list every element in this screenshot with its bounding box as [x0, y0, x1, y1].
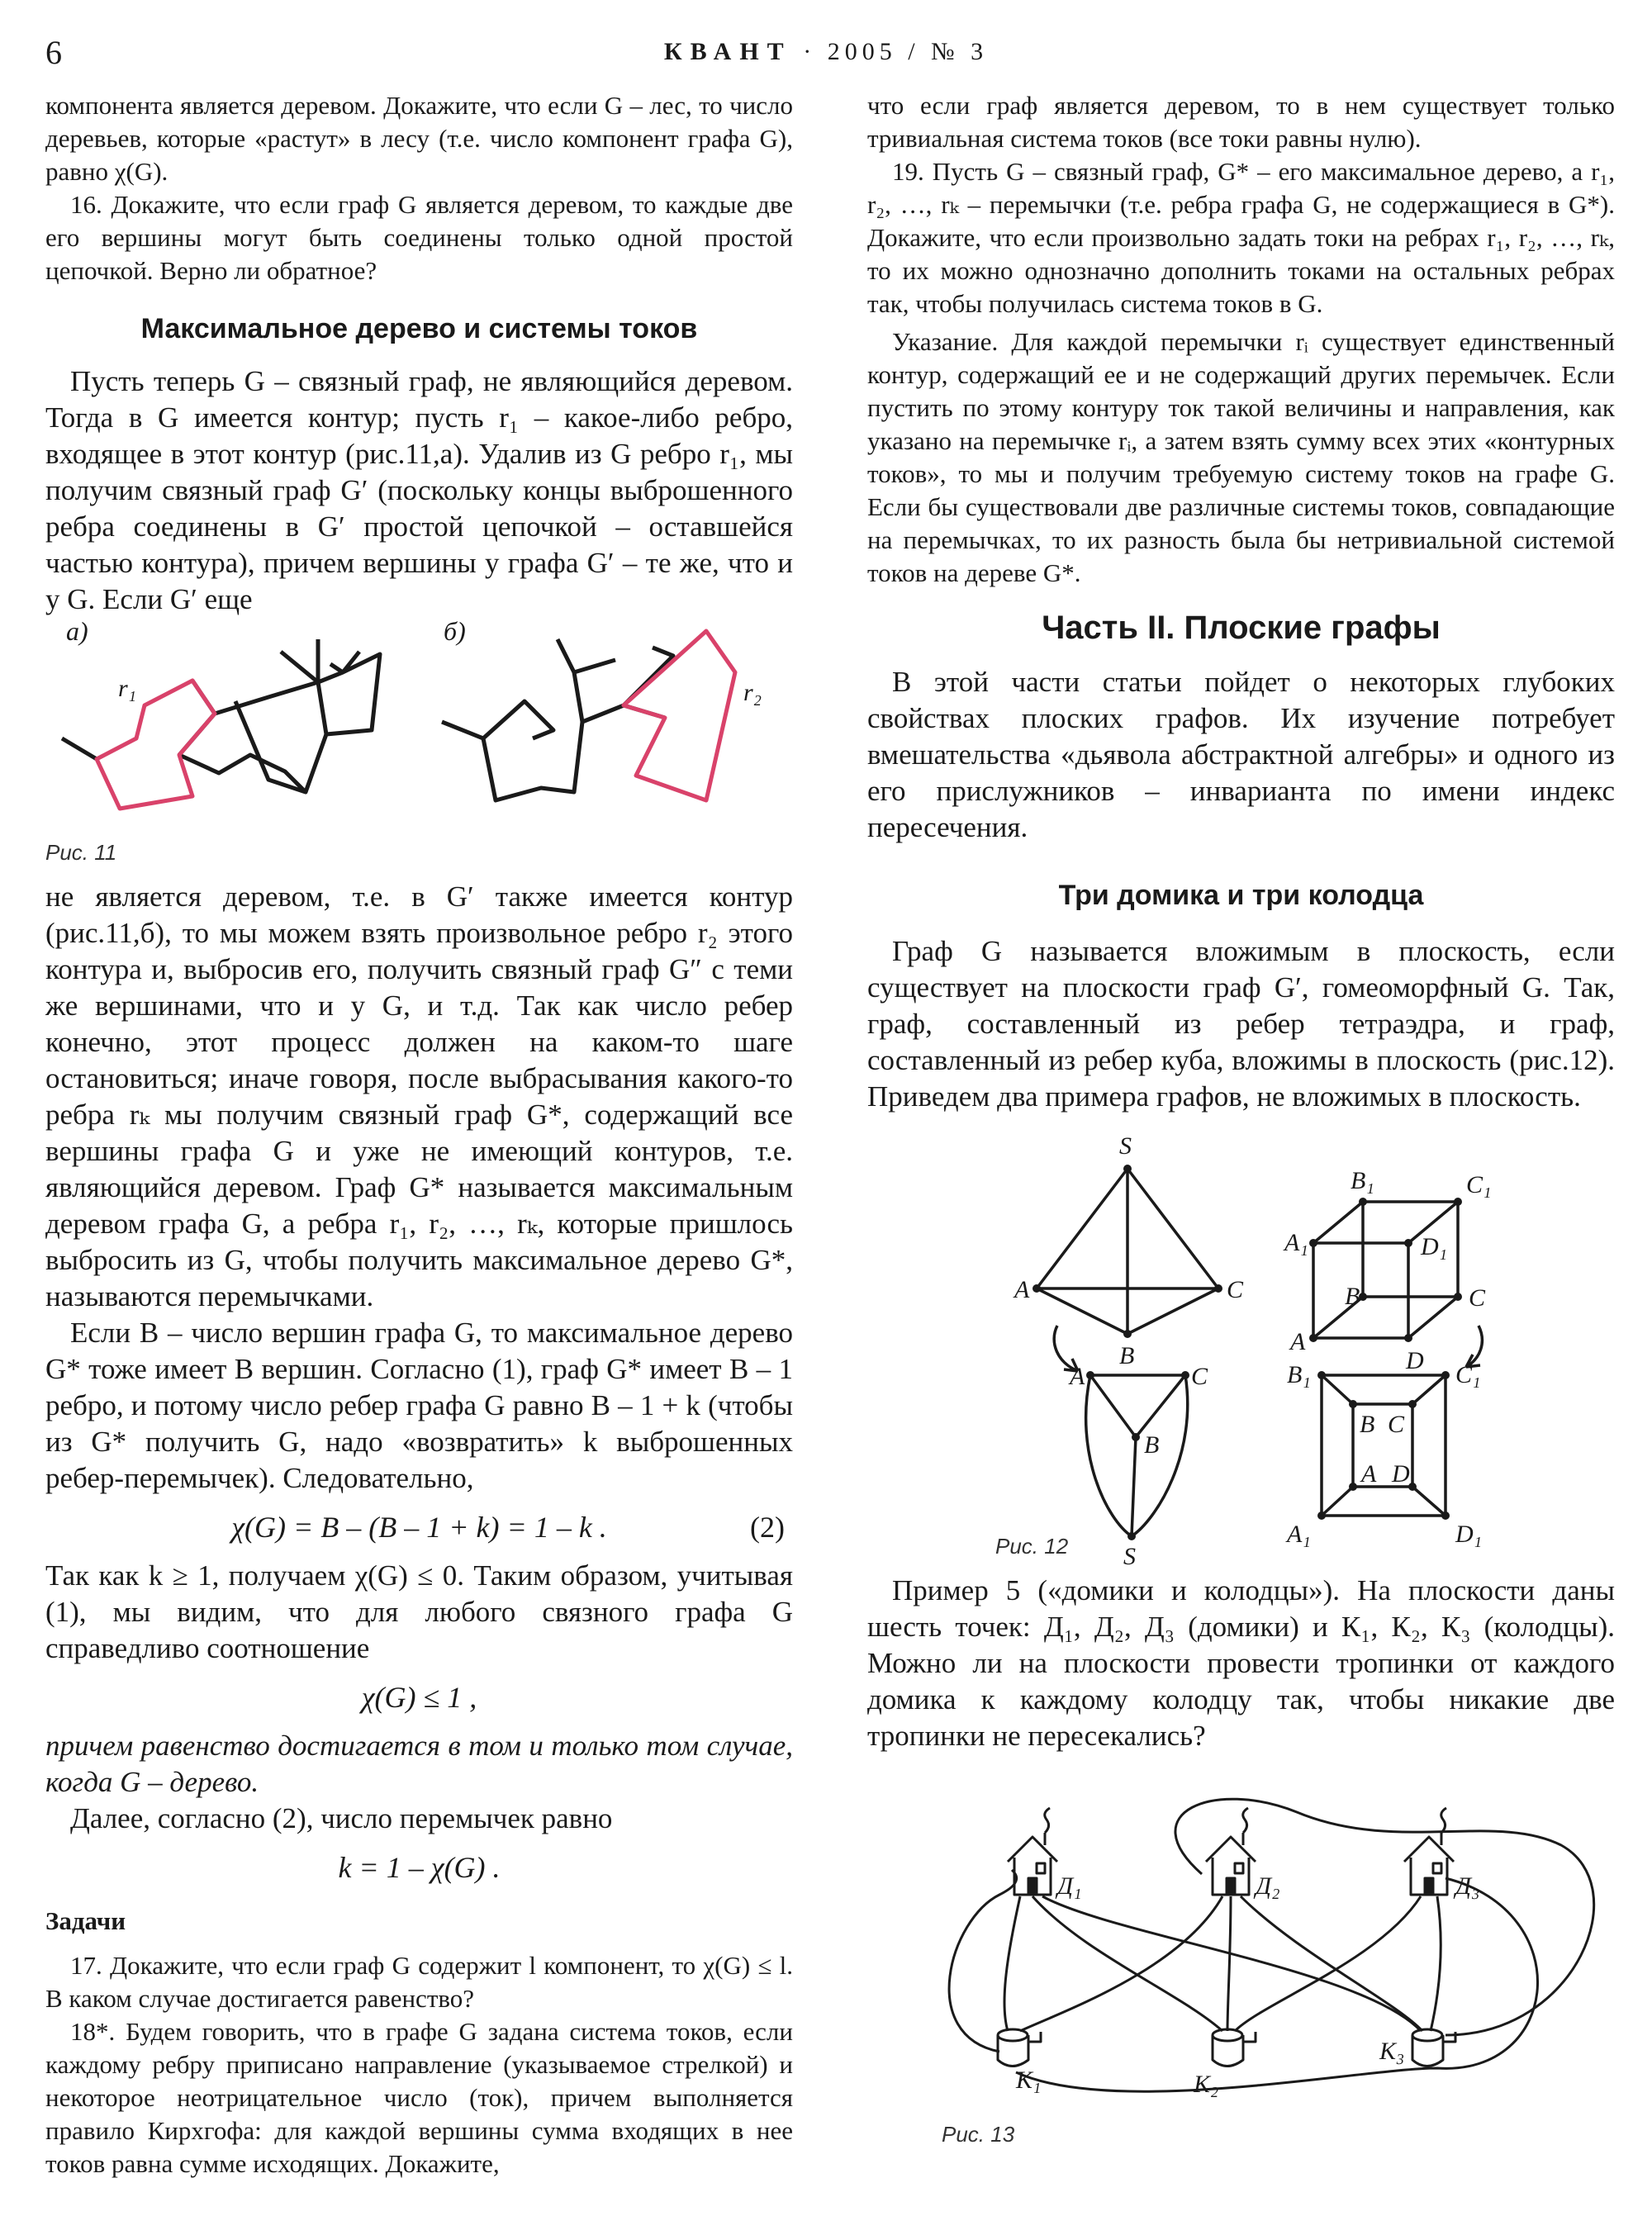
vertex-label-B: B — [1119, 1342, 1135, 1369]
vertex-label-D1: D₁ — [1455, 1521, 1483, 1548]
house-label-1: Д₁ — [1057, 1872, 1082, 1900]
vertex-label-C1: C₁ — [1455, 1361, 1481, 1388]
formula-text: k = 1 – χ(G) . — [338, 1851, 501, 1884]
vertex-label-D: D — [1392, 1460, 1410, 1488]
vertex-label-A1: A₁ — [1287, 1521, 1311, 1548]
figure-label-a: а) — [66, 616, 88, 646]
journal-name: КВАНТ — [663, 38, 792, 65]
vertex-label-A: A — [1014, 1276, 1030, 1303]
journal-title: КВАНТ · 2005 / № 3 — [663, 38, 989, 65]
paragraph: В этой части статьи пойдет о некоторых глубоких свойствах плоских графов. Их изучение потребует вмешательства «дьявола абстрактной алгебры» и одного из его прислужников – инварианта по имени индекс пересечения. — [867, 666, 1615, 843]
task-16: 16. Докажите, что если граф G является деревом, то каждые две его вершины могут быть соединены только одной простой цепочкой. Верно ли обратное? — [45, 190, 793, 285]
house-label-2: Д₂ — [1256, 1872, 1280, 1900]
well-label-3: К₃ — [1379, 2038, 1405, 2065]
formula-text: χ(G) ≤ 1 , — [361, 1681, 477, 1714]
vertex-label-B: B — [1360, 1411, 1375, 1438]
vertex-label-C1: C₁ — [1466, 1171, 1492, 1198]
formula-number: (2) — [750, 1511, 785, 1544]
vertex-label-B: B — [1144, 1431, 1160, 1459]
house-icon — [1404, 1808, 1454, 1895]
vertex-label-A: A — [1290, 1328, 1306, 1355]
paragraph: причем равенство достигается в том и только том случае, когда G – дерево. — [45, 1730, 793, 1798]
well-icon — [1213, 2029, 1256, 2067]
figure-11-graphs — [45, 623, 793, 846]
vertex-label-C: C — [1227, 1276, 1244, 1303]
vertex-label-C: C — [1469, 1284, 1486, 1312]
well-label-2: К₂ — [1194, 2071, 1219, 2098]
vertex-label-B: B — [1345, 1283, 1360, 1310]
well-icon — [998, 2029, 1041, 2067]
task-17: 17. Докажите, что если граф G содержит l компонент, то χ(G) ≤ l. В каком случае достигается равенство? — [45, 1951, 793, 2013]
figure-11 — [45, 616, 793, 871]
vertex-label-C: C — [1191, 1363, 1208, 1390]
house-icon — [1206, 1808, 1256, 1895]
vertex-label-C: C — [1388, 1411, 1405, 1438]
page-number: 6 — [45, 34, 62, 71]
vertex-label-A: A — [1361, 1460, 1377, 1488]
right-column — [867, 89, 1615, 2151]
edge-label-r2: r₂ — [743, 679, 762, 706]
vertex-label-D: D — [1406, 1347, 1424, 1374]
vertex-label-B1: B₁ — [1351, 1167, 1374, 1194]
journal-issue: 2005 / № 3 — [827, 38, 989, 65]
paragraph: Граф G называется вложимым в плоскость, если существует на плоскости граф G′, гомеоморфный G. Так, граф, составленный из ребер тетраэдра, и граф, составленный из ребер куба, вложимы в плоскость (рис.12). Приведем два примера графов, не вложимых в плоскость. — [867, 935, 1615, 1113]
paragraph: Так как k ≥ 1, получаем χ(G) ≤ 0. Таким образом, учитывая (1), мы видим, что для любого связного графа G справедливо соотношение — [45, 1559, 793, 1664]
page-header — [0, 33, 1652, 71]
figure-13-houses-wells — [867, 1787, 1615, 2126]
vertex-label-A1: A₁ — [1284, 1229, 1308, 1256]
vertex-label-B1: B₁ — [1287, 1361, 1311, 1388]
formula-4 — [45, 1847, 793, 1888]
formula-3 — [45, 1677, 793, 1718]
vertex-label-A: A — [1070, 1363, 1085, 1390]
house-label-3: Д₃ — [1455, 1872, 1480, 1900]
figure-caption: Рис. 12 — [995, 1534, 1069, 1559]
edge-label-r1: r₁ — [118, 675, 137, 702]
vertex-label-S: S — [1123, 1543, 1136, 1570]
section-heading: Три домика и три колодца — [1058, 880, 1424, 911]
part-heading: Часть II. Плоские графы — [1042, 610, 1441, 646]
tasks-heading: Задачи — [45, 1906, 126, 1935]
vertex-label-D1: D₁ — [1421, 1233, 1448, 1260]
paragraph: компонента является деревом. Докажите, что если G – лес, то число деревьев, которые «растут» в лесу (т.е. число компонент графа G), равно χ(G). — [45, 91, 793, 186]
formula-text: χ(G) = В – (В – 1 + k) = 1 – k . — [231, 1511, 607, 1544]
paragraph: что если граф является деревом, то в нем существует только тривиальная система токов (все токи равны нулю). — [867, 91, 1615, 153]
figure-caption: Рис. 11 — [45, 840, 117, 865]
left-column — [45, 89, 793, 2180]
formula-2 — [45, 1507, 793, 1548]
paragraph: Пусть теперь G – связный граф, не являющийся деревом. Тогда в G имеется контур; пусть r₁ – какое-либо ребро, входящее в этот контур (рис.11,а). Удалив из G ребро r₁, мы получим связный граф G′ (поскольку концы выброшенного ребра соединены в G′ простой цепочкой – оставшейся частью контура), причем вершины у графа G′ – те же, что и у G. Если G′ еще — [45, 365, 793, 615]
task-18: 18*. Будем говорить, что в графе G задана система токов, если каждому ребру приписано направление (указываемое стрелкой) и некоторое неотрицательное число (ток), причем выполняется правило Кирхгофа: для каждой вершины сумма входящих в нее токов равна сумме исходящих. Докажите, — [45, 2017, 793, 2178]
figure-13 — [867, 1787, 1615, 2151]
figure-12-graphs — [867, 1123, 1615, 1553]
task-19: 19. Пусть G – связный граф, G* – его максимальное дерево, а r₁, r₂, …, rₖ – перемычки (т.е. ребра графа G, не содержащиеся в G*). Докажите, что если произвольно задать токи на ребрах r₁, r₂, …, rₖ, то их можно однозначно дополнить токами на остальных ребрах так, чтобы получилась система токов в G. — [867, 157, 1615, 318]
figure-caption: Рис. 13 — [942, 2122, 1015, 2147]
hint-paragraph: Указание. Для каждой перемычки rᵢ существует единственный контур, содержащий ее и не содержащий других перемычек. Если пустить по этому контуру ток такой величины и направления, как указано на перемычке rᵢ, а затем взять сумму всех этих «контурных токов», то мы и получим требуемую систему токов на графе G. Если бы существовали две различные системы токов, совпадающие на перемычках, то их разность была бы нетривиальной системой токов на дереве G*. — [867, 327, 1615, 587]
paragraph: Далее, согласно (2), число перемычек равно — [70, 1802, 613, 1834]
example-5: Пример 5 («домики и колодцы»). На плоскости даны шесть точек: Д₁, Д₂, Д₃ (домики) и К₁, К₂, К₃ (колодцы). Можно ли на плоскости провести тропинки от каждого домика к каждому колодцу так, чтобы никакие две тропинки не пересекались? — [867, 1574, 1615, 1752]
well-label-1: К₁ — [1016, 2067, 1042, 2094]
figure-label-b: б) — [444, 616, 466, 646]
figure-12 — [867, 1123, 1615, 1569]
paragraph: Если В – число вершин графа G, то максимальное дерево G* тоже имеет В вершин. Согласно (1), граф G* имеет В – 1 ребро, и потому число ребер графа G равно В – 1 + k (чтобы из G* получить G, надо «возвратить» k выброшенных ребер-перемычек). Следовательно, — [45, 1317, 793, 1494]
paragraph: не является деревом, т.е. в G′ также имеется контур (рис.11,б), то мы можем взять произвольное ребро r₂ этого контура и, выбросив его, получить связный граф G″ с теми же вершинами, что и у G, и т.д. Так как число ребер конечно, этот процесс должен на каком-то шаге остановиться; иначе говоря, после выбрасывания какого-то ребра rₖ мы получим связный граф G*, содержащий все вершины графа G и уже не имеющий контуров, т.е. являющийся деревом. Граф G* называется максимальным деревом графа G, а ребра r₁, r₂, …, rₖ, которые пришлось выбросить из G, чтобы получить максимальное дерево G*, называются перемычками. — [45, 880, 793, 1312]
section-heading: Максимальное дерево и системы токов — [140, 313, 698, 344]
vertex-label-S: S — [1119, 1132, 1132, 1160]
